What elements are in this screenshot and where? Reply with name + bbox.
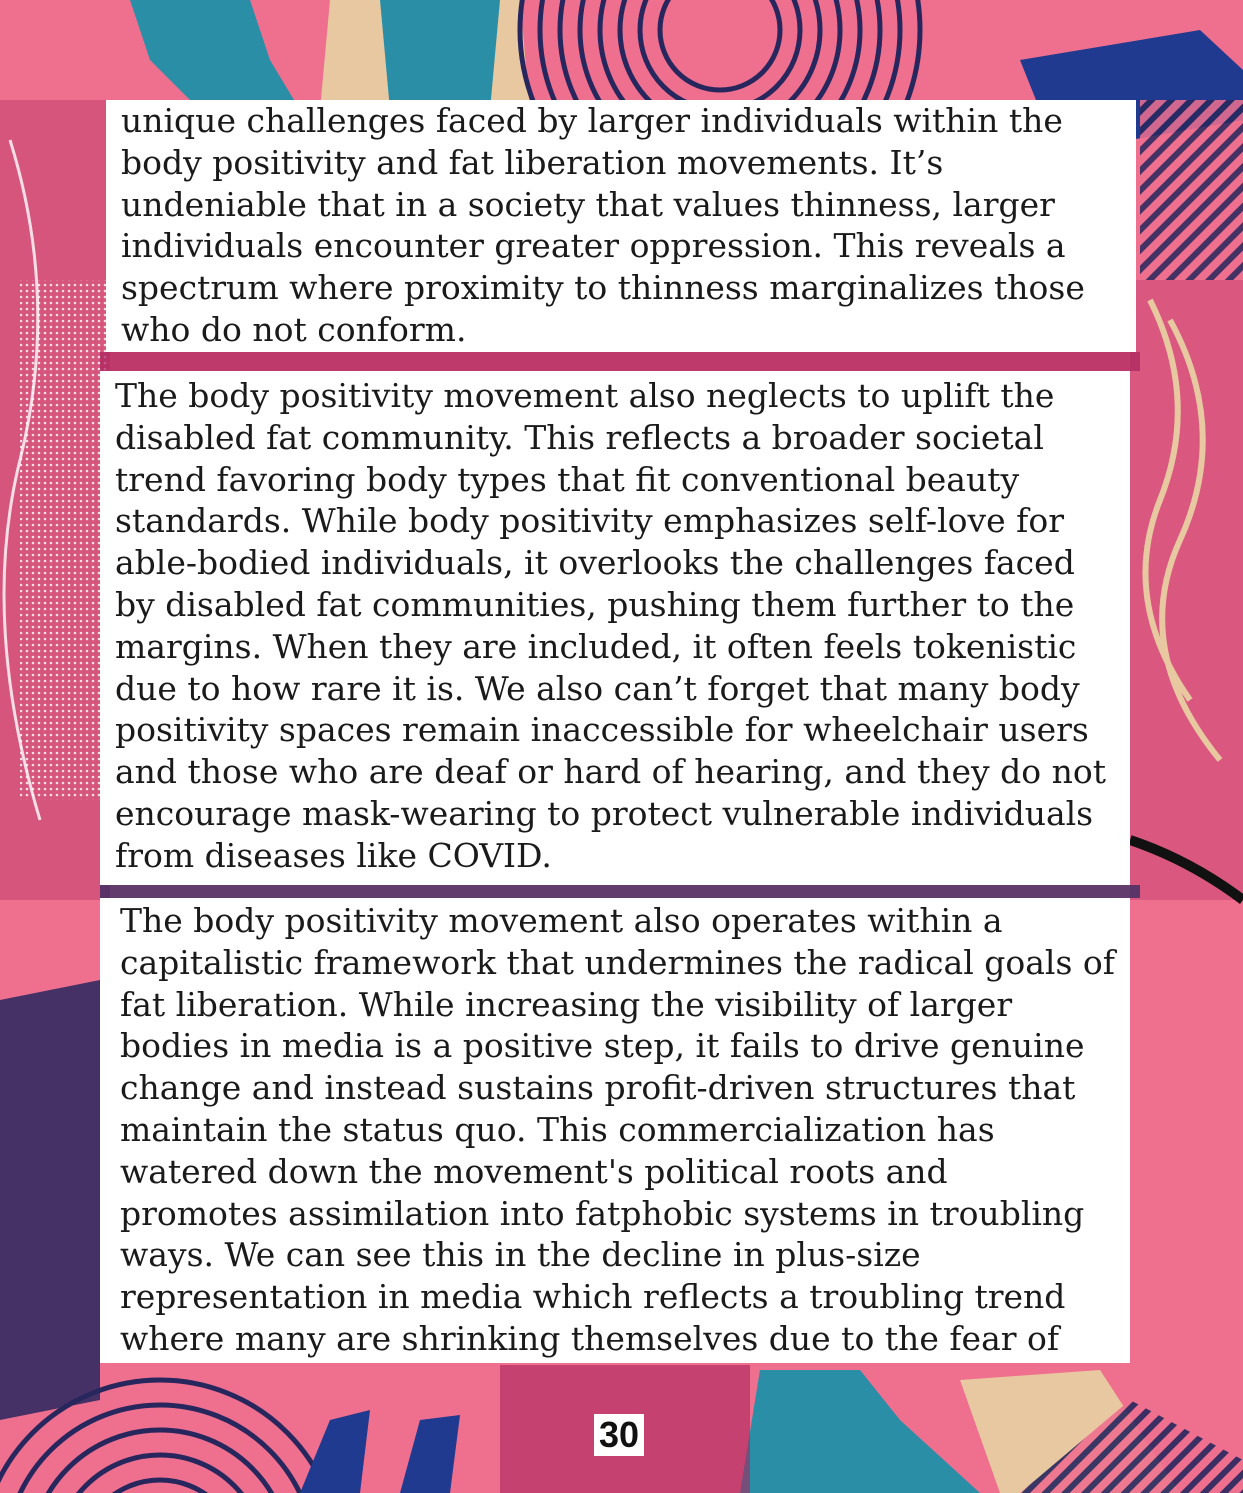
paragraph-1-line: body positivity and fat liberation movements. It’s	[121, 142, 944, 182]
paragraph-1-line: undeniable that in a society that values thinness, larger	[121, 184, 1055, 224]
paragraph-1-line: individuals encounter greater oppression. This reveals a	[121, 226, 1066, 266]
paragraph-2-line: from diseases like COVID.	[115, 835, 552, 875]
paragraph-3-line: watered down the movement's political roots and	[120, 1151, 948, 1191]
paragraph-1-line: who do not conform.	[121, 309, 467, 349]
paragraph-3-line: fat liberation. While increasing the visibility of larger	[120, 984, 1013, 1024]
paragraph-2-line: standards. While body positivity emphasizes self-love for	[115, 501, 1065, 541]
paragraph-2-line: due to how rare it is. We also can’t forget that many body	[115, 668, 1080, 708]
paragraph-3-line: maintain the status quo. This commercialization has	[120, 1109, 995, 1149]
paragraph-3-line: capitalistic framework that undermines the radical goals of	[120, 942, 1115, 982]
paragraph-3-line: The body positivity movement also operates within a	[120, 901, 1003, 940]
paragraph-3	[100, 898, 1130, 1363]
paragraph-3-line: representation in media which reflects a troubling trend	[120, 1277, 1066, 1317]
paragraph-2-line: trend favoring body types that fit conventional beauty	[115, 459, 1020, 499]
paragraph-2-line: positivity spaces remain inaccessible for wheelchair users	[115, 710, 1089, 750]
paragraph-2	[100, 371, 1130, 885]
paragraph-2-line: margins. When they are included, it often feels tokenistic	[115, 626, 1077, 666]
paragraph-2-line: able-bodied individuals, it overlooks the challenges faced	[115, 543, 1075, 583]
page-number: 30	[594, 1414, 644, 1456]
paragraph-3-line: bodies in media is a positive step, it fails to drive genuine	[120, 1026, 1085, 1066]
paragraph-3-line: ways. We can see this in the decline in plus-size	[120, 1235, 921, 1275]
paragraph-2-line: The body positivity movement also neglects to uplift the	[115, 376, 1055, 415]
paragraph-2-line: and those who are deaf or hard of hearing, and they do not	[115, 752, 1106, 792]
paragraph-1	[106, 100, 1136, 352]
paragraph-2-line: by disabled fat communities, pushing them further to the	[115, 584, 1075, 624]
paragraph-2-line: disabled fat community. This reflects a broader societal	[115, 417, 1044, 457]
paragraph-1-line: unique challenges faced by larger individuals within the	[121, 101, 1063, 140]
paragraph-3-line: promotes assimilation into fatphobic systems in troubling	[120, 1193, 1085, 1233]
paragraph-1-line: spectrum where proximity to thinness marginalizes those	[121, 268, 1085, 308]
paragraph-3-line: where many are shrinking themselves due to the fear of	[120, 1318, 1060, 1358]
paragraph-2-line: encourage mask-wearing to protect vulnerable individuals	[115, 793, 1094, 833]
paragraph-3-line: change and instead sustains profit-driven structures that	[120, 1068, 1076, 1108]
navy-shape-left	[0, 980, 100, 1420]
